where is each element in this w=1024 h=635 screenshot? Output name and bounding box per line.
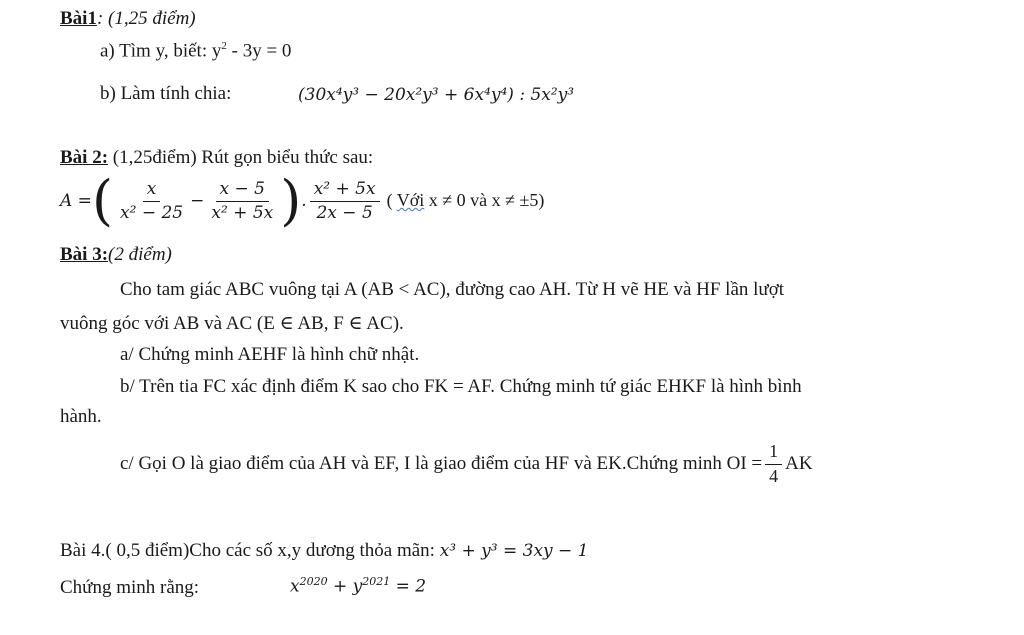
bai4-eq1: x³ + y³ = 3xy − 1 — [439, 541, 589, 561]
bai2-frac1 — [116, 180, 187, 222]
bai3-frac-num: 1 — [765, 442, 782, 465]
cond-open: ( — [386, 190, 397, 211]
bai1-a-exp: 2 — [221, 40, 227, 52]
bai2-condition — [387, 190, 545, 212]
bai1-title — [60, 8, 196, 31]
bai1-part-a — [100, 40, 291, 63]
bai2-lhs: A = — [60, 190, 92, 211]
bai3-line1: Cho tam giác ABC vuông tại A (AB < AC), đường cao AH. Từ H vẽ HE và HF lần lượt — [120, 279, 785, 300]
frac2-numerator: x − 5 — [216, 180, 269, 202]
bai2-title — [60, 147, 373, 170]
bai4-line1 — [60, 540, 589, 563]
bai1-a-prefix: a) Tìm y, biết: — [100, 40, 212, 62]
bai3-frac-den: 4 — [769, 465, 779, 486]
bai4-line2: Chứng minh rằng: — [60, 577, 200, 598]
bai2-dot: . — [301, 190, 307, 211]
bai1-part-b — [100, 83, 231, 106]
bai3-frac — [765, 442, 782, 487]
bai1-a-rest: - 3y = 0 — [226, 40, 292, 62]
frac1-denominator: x² − 25 — [120, 202, 184, 223]
bai2-expression — [60, 168, 544, 234]
bai3-line2: vuông góc với AB và AC (E ∈ AB, F ∈ AC). — [60, 313, 404, 334]
eq2-xexp: 2020 — [299, 575, 328, 588]
right-paren: ) — [280, 169, 302, 232]
frac3-denominator: 2x − 5 — [316, 202, 373, 223]
bai1-points: : (1,25 điểm) — [96, 8, 196, 29]
bai3-part-c-text: c/ Gọi O là giao điểm của AH và EF, I là giao điểm của HF và EK.Chứng minh OI = — [120, 452, 763, 474]
bai3-points: (2 điểm) — [108, 244, 172, 265]
eq2-x: x — [290, 576, 300, 597]
bai3-part-b2: hành. — [60, 406, 102, 427]
bai1-heading: Bài1 — [60, 8, 97, 29]
bai3-part-c-end: AK — [785, 452, 813, 474]
eq2-yexp: 2021 — [362, 575, 391, 588]
bai4-eq2 — [290, 575, 426, 597]
bai3-part-c — [120, 440, 813, 488]
bai1-a-y: y — [211, 40, 222, 62]
eq2-rest: = 2 — [390, 576, 427, 597]
eq2-plus-y: + y — [327, 576, 363, 597]
bai3-heading: Bài 3: — [60, 244, 109, 265]
bai1-b-label: b) Làm tính chia: — [100, 83, 232, 104]
bai2-frac3 — [310, 180, 380, 222]
bai3-part-b1: b/ Trên tia FC xác định điểm K sao cho FK = AF. Chứng minh tứ giác EHKF là hình bình — [120, 376, 802, 397]
bai3-title — [60, 244, 172, 267]
bai2-minus: − — [190, 190, 205, 211]
left-paren: ( — [91, 169, 114, 232]
bai2-heading: Bài 2: — [60, 147, 109, 168]
bai1-b-expression: (30x⁴y³ − 20x²y³ + 6x⁴y⁴) : 5x²y³ — [298, 85, 575, 105]
cond-rest: x ≠ 0 và x ≠ ±5) — [424, 190, 545, 211]
bai3-part-a: a/ Chứng minh AEHF là hình chữ nhật. — [120, 344, 420, 365]
bai4-intro: Bài 4.( 0,5 điểm)Cho các số x,y dương thỏa mãn: — [60, 540, 440, 561]
frac2-denominator: x² + 5x — [211, 202, 274, 223]
bai2-frac2 — [207, 180, 277, 222]
frac3-numerator: x² + 5x — [310, 180, 380, 202]
cond-voi: Với — [396, 190, 425, 211]
frac1-numerator: x — [143, 180, 161, 202]
bai2-intro: (1,25điểm) Rút gọn biểu thức sau: — [108, 147, 374, 168]
